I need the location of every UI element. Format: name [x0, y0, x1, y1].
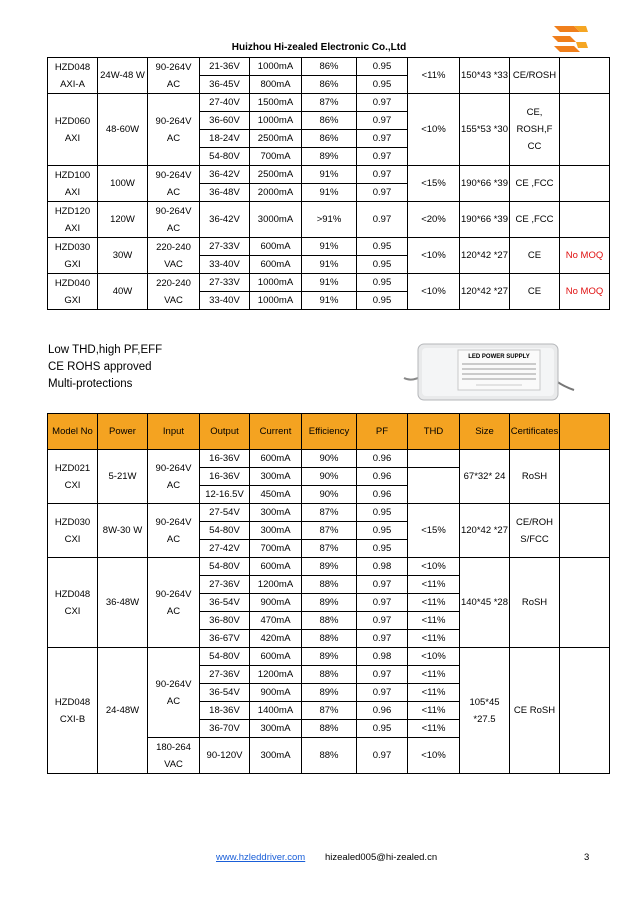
model-cell: HZD048 CXI	[48, 558, 98, 648]
size-cell: 190*66 *39	[460, 202, 510, 238]
thd-cell: <20%	[408, 202, 460, 238]
output-cell: 36-42V	[200, 202, 250, 238]
input-cell: 90-264V AC	[148, 648, 200, 738]
pf-cell: 0.97	[357, 184, 408, 202]
output-cell: 27-33V	[200, 238, 250, 256]
table-row	[48, 94, 610, 112]
output-cell: 16-36V	[200, 468, 250, 486]
input-cell: 90-264V AC	[148, 58, 200, 94]
pf-cell: 0.97	[357, 612, 408, 630]
size-cell: 140*45 *28	[460, 558, 510, 648]
current-cell: 1000mA	[250, 58, 302, 76]
efficiency-cell: 89%	[302, 148, 357, 166]
current-cell: 300mA	[250, 468, 302, 486]
size-cell: 120*42 *27	[460, 274, 510, 310]
thd-cell: <11%	[408, 702, 460, 720]
thd-cell	[408, 468, 460, 504]
pf-cell: 0.97	[357, 148, 408, 166]
pf-cell: 0.95	[357, 522, 408, 540]
output-cell: 27-40V	[200, 94, 250, 112]
pf-cell: 0.95	[357, 238, 408, 256]
feature-item: Low THD,high PF,EFF	[48, 344, 163, 356]
efficiency-cell: 88%	[302, 738, 357, 774]
thd-cell: <10%	[408, 274, 460, 310]
table-row	[48, 450, 610, 468]
current-cell: 2500mA	[250, 166, 302, 184]
efficiency-cell: 88%	[302, 630, 357, 648]
current-cell: 600mA	[250, 558, 302, 576]
thd-cell: <11%	[408, 58, 460, 94]
efficiency-cell: 86%	[302, 130, 357, 148]
current-cell: 600mA	[250, 256, 302, 274]
pf-cell: 0.97	[357, 630, 408, 648]
model-cell: HZD030 GXI	[48, 238, 98, 274]
efficiency-cell: >91%	[302, 202, 357, 238]
current-cell: 2000mA	[250, 184, 302, 202]
current-cell: 700mA	[250, 540, 302, 558]
moq-cell: No MOQ	[560, 274, 610, 310]
input-cell: 180-264 VAC	[148, 738, 200, 774]
pf-cell: 0.96	[357, 450, 408, 468]
model-cell: HZD120 AXI	[48, 202, 98, 238]
pf-cell: 0.97	[357, 202, 408, 238]
current-cell: 300mA	[250, 504, 302, 522]
efficiency-cell: 91%	[302, 238, 357, 256]
current-cell: 600mA	[250, 238, 302, 256]
current-cell: 3000mA	[250, 202, 302, 238]
header-size: Size	[460, 414, 510, 450]
company-logo	[548, 22, 592, 58]
moq-cell	[560, 58, 610, 94]
current-cell: 1000mA	[250, 112, 302, 130]
current-cell: 1000mA	[250, 274, 302, 292]
header-blank	[560, 414, 610, 450]
efficiency-cell: 91%	[302, 256, 357, 274]
size-cell: 155*53 *30	[460, 94, 510, 166]
thd-cell: <11%	[408, 666, 460, 684]
efficiency-cell: 88%	[302, 612, 357, 630]
thd-cell: <11%	[408, 576, 460, 594]
pf-cell: 0.97	[357, 684, 408, 702]
pf-cell: 0.96	[357, 468, 408, 486]
page-number: 3	[584, 852, 590, 863]
input-cell: 220-240 VAC	[148, 274, 200, 310]
output-cell: 27-42V	[200, 540, 250, 558]
output-cell: 36-48V	[200, 184, 250, 202]
table-row	[48, 274, 610, 292]
current-cell: 600mA	[250, 648, 302, 666]
power-cell: 48-60W	[98, 94, 148, 166]
current-cell: 1000mA	[250, 292, 302, 310]
led-driver-product-image	[402, 338, 578, 408]
input-cell: 90-264V AC	[148, 450, 200, 504]
power-cell: 24W-48 W	[98, 58, 148, 94]
power-cell: 120W	[98, 202, 148, 238]
output-cell: 36-54V	[200, 684, 250, 702]
current-cell: 1400mA	[250, 702, 302, 720]
cert-cell: CE/ROH S/FCC	[510, 504, 560, 558]
thd-cell: <11%	[408, 612, 460, 630]
input-cell: 90-264V AC	[148, 94, 200, 166]
current-cell: 470mA	[250, 612, 302, 630]
table-header-row	[48, 414, 610, 450]
output-cell: 27-33V	[200, 274, 250, 292]
thd-cell: <15%	[408, 504, 460, 558]
input-cell: 90-264V AC	[148, 166, 200, 202]
efficiency-cell: 91%	[302, 166, 357, 184]
header-thd: THD	[408, 414, 460, 450]
header-current: Current	[250, 414, 302, 450]
pf-cell: 0.97	[357, 94, 408, 112]
feature-item: Multi-protections	[48, 378, 133, 390]
pf-cell: 0.98	[357, 648, 408, 666]
cert-cell: CE	[510, 238, 560, 274]
output-cell: 54-80V	[200, 148, 250, 166]
moq-cell	[560, 504, 610, 558]
efficiency-cell: 90%	[302, 468, 357, 486]
output-cell: 36-67V	[200, 630, 250, 648]
cert-cell: CE ,FCC	[510, 166, 560, 202]
model-cell: HZD030 CXI	[48, 504, 98, 558]
pf-cell: 0.97	[357, 666, 408, 684]
output-cell: 16-36V	[200, 450, 250, 468]
pf-cell: 0.97	[357, 576, 408, 594]
power-cell: 5-21W	[98, 450, 148, 504]
table-row	[48, 648, 610, 666]
current-cell: 600mA	[250, 450, 302, 468]
header-pf: PF	[357, 414, 408, 450]
thd-cell: <11%	[408, 720, 460, 738]
feature-list	[48, 342, 162, 393]
cert-cell: CE/ROSH	[510, 58, 560, 94]
efficiency-cell: 86%	[302, 112, 357, 130]
output-cell: 36-70V	[200, 720, 250, 738]
thd-cell: <15%	[408, 166, 460, 202]
pf-cell: 0.95	[357, 540, 408, 558]
thd-cell: <10%	[408, 558, 460, 576]
pf-cell: 0.97	[357, 166, 408, 184]
input-cell: 220-240 VAC	[148, 238, 200, 274]
table-row	[48, 58, 610, 76]
efficiency-cell: 91%	[302, 274, 357, 292]
efficiency-cell: 87%	[302, 702, 357, 720]
thd-cell: <11%	[408, 684, 460, 702]
thd-cell: <10%	[408, 738, 460, 774]
model-cell: HZD048 AXI-A	[48, 58, 98, 94]
efficiency-cell: 91%	[302, 184, 357, 202]
thd-cell	[408, 450, 460, 468]
current-cell: 900mA	[250, 684, 302, 702]
table-row	[48, 202, 610, 238]
model-cell: HZD021 CXI	[48, 450, 98, 504]
thd-cell: <11%	[408, 594, 460, 612]
efficiency-cell: 89%	[302, 594, 357, 612]
output-cell: 33-40V	[200, 292, 250, 310]
size-cell: 67*32* 24	[460, 450, 510, 504]
output-cell: 12-16.5V	[200, 486, 250, 504]
product-table-1	[47, 57, 610, 310]
pf-cell: 0.95	[357, 76, 408, 94]
thd-cell: <11%	[408, 630, 460, 648]
efficiency-cell: 88%	[302, 720, 357, 738]
moq-cell	[560, 558, 610, 648]
output-cell: 27-36V	[200, 666, 250, 684]
thd-cell: <10%	[408, 238, 460, 274]
pf-cell: 0.97	[357, 130, 408, 148]
output-cell: 54-80V	[200, 648, 250, 666]
page-header-title: Huizhou Hi-zealed Electronic Co.,Ltd	[231, 42, 407, 53]
size-cell: 190*66 *39	[460, 166, 510, 202]
header-certificates: Certificates	[510, 414, 560, 450]
efficiency-cell: 89%	[302, 558, 357, 576]
pf-cell: 0.97	[357, 594, 408, 612]
size-cell: 150*43 *33	[460, 58, 510, 94]
model-cell: HZD100 AXI	[48, 166, 98, 202]
output-cell: 36-54V	[200, 594, 250, 612]
moq-cell	[560, 166, 610, 202]
current-cell: 300mA	[250, 738, 302, 774]
output-cell: 54-80V	[200, 522, 250, 540]
pf-cell: 0.97	[357, 112, 408, 130]
header-efficiency: Efficiency	[302, 414, 357, 450]
input-cell: 90-264V AC	[148, 558, 200, 648]
efficiency-cell: 87%	[302, 504, 357, 522]
model-cell: HZD048 CXI-B	[48, 648, 98, 774]
model-cell: HZD060 AXI	[48, 94, 98, 166]
size-cell: 105*45 *27.5	[460, 648, 510, 774]
pf-cell: 0.98	[357, 558, 408, 576]
current-cell: 1500mA	[250, 94, 302, 112]
current-cell: 300mA	[250, 522, 302, 540]
efficiency-cell: 89%	[302, 648, 357, 666]
efficiency-cell: 87%	[302, 540, 357, 558]
size-cell: 120*42 *27	[460, 238, 510, 274]
output-cell: 54-80V	[200, 558, 250, 576]
power-cell: 24-48W	[98, 648, 148, 774]
current-cell: 700mA	[250, 148, 302, 166]
table-row	[48, 504, 610, 522]
pf-cell: 0.95	[357, 274, 408, 292]
input-cell: 90-264V AC	[148, 504, 200, 558]
model-cell: HZD040 GXI	[48, 274, 98, 310]
power-cell: 30W	[98, 238, 148, 274]
power-cell: 8W-30 W	[98, 504, 148, 558]
pf-cell: 0.95	[357, 292, 408, 310]
current-cell: 300mA	[250, 720, 302, 738]
current-cell: 1200mA	[250, 576, 302, 594]
output-cell: 21-36V	[200, 58, 250, 76]
pf-cell: 0.95	[357, 256, 408, 274]
thd-cell: <10%	[408, 648, 460, 666]
header-power: Power	[98, 414, 148, 450]
current-cell: 450mA	[250, 486, 302, 504]
cert-cell: CE, ROSH,F CC	[510, 94, 560, 166]
size-cell: 120*42 *27	[460, 504, 510, 558]
pf-cell: 0.96	[357, 702, 408, 720]
table-row	[48, 166, 610, 184]
feature-item: CE ROHS approved	[48, 361, 152, 373]
efficiency-cell: 89%	[302, 684, 357, 702]
efficiency-cell: 86%	[302, 58, 357, 76]
output-cell: 36-80V	[200, 612, 250, 630]
product-table-2	[47, 413, 610, 774]
contact-email: hizealed005@hi-zealed.cn	[325, 852, 438, 863]
website-link[interactable]: www.hzleddriver.com	[216, 852, 306, 863]
efficiency-cell: 88%	[302, 576, 357, 594]
table-row	[48, 558, 610, 576]
output-cell: 18-36V	[200, 702, 250, 720]
current-cell: 900mA	[250, 594, 302, 612]
pf-cell: 0.95	[357, 504, 408, 522]
current-cell: 800mA	[250, 76, 302, 94]
cert-cell: CE	[510, 274, 560, 310]
moq-cell: No MOQ	[560, 238, 610, 274]
output-cell: 27-54V	[200, 504, 250, 522]
pf-cell: 0.97	[357, 738, 408, 774]
pf-cell: 0.96	[357, 486, 408, 504]
power-cell: 40W	[98, 274, 148, 310]
output-cell: 90-120V	[200, 738, 250, 774]
output-cell: 33-40V	[200, 256, 250, 274]
pf-cell: 0.95	[357, 58, 408, 76]
header-input: Input	[148, 414, 200, 450]
moq-cell	[560, 94, 610, 166]
current-cell: 420mA	[250, 630, 302, 648]
thd-cell: <10%	[408, 94, 460, 166]
header-output: Output	[200, 414, 250, 450]
efficiency-cell: 87%	[302, 94, 357, 112]
pf-cell: 0.95	[357, 720, 408, 738]
cert-cell: CE ,FCC	[510, 202, 560, 238]
efficiency-cell: 86%	[302, 76, 357, 94]
output-cell: 36-60V	[200, 112, 250, 130]
product-label-title: LED POWER SUPPLY	[468, 354, 530, 360]
moq-cell	[560, 450, 610, 504]
power-cell: 100W	[98, 166, 148, 202]
table-row	[48, 238, 610, 256]
output-cell: 27-36V	[200, 576, 250, 594]
power-cell: 36-48W	[98, 558, 148, 648]
moq-cell	[560, 202, 610, 238]
efficiency-cell: 87%	[302, 522, 357, 540]
moq-cell	[560, 648, 610, 774]
efficiency-cell: 88%	[302, 666, 357, 684]
cert-cell: CE RoSH	[510, 648, 560, 774]
header-model: Model No	[48, 414, 98, 450]
current-cell: 2500mA	[250, 130, 302, 148]
current-cell: 1200mA	[250, 666, 302, 684]
output-cell: 36-45V	[200, 76, 250, 94]
cert-cell: RoSH	[510, 558, 560, 648]
efficiency-cell: 90%	[302, 450, 357, 468]
input-cell: 90-264V AC	[148, 202, 200, 238]
output-cell: 18-24V	[200, 130, 250, 148]
efficiency-cell: 91%	[302, 292, 357, 310]
efficiency-cell: 90%	[302, 486, 357, 504]
cert-cell: RoSH	[510, 450, 560, 504]
output-cell: 36-42V	[200, 166, 250, 184]
